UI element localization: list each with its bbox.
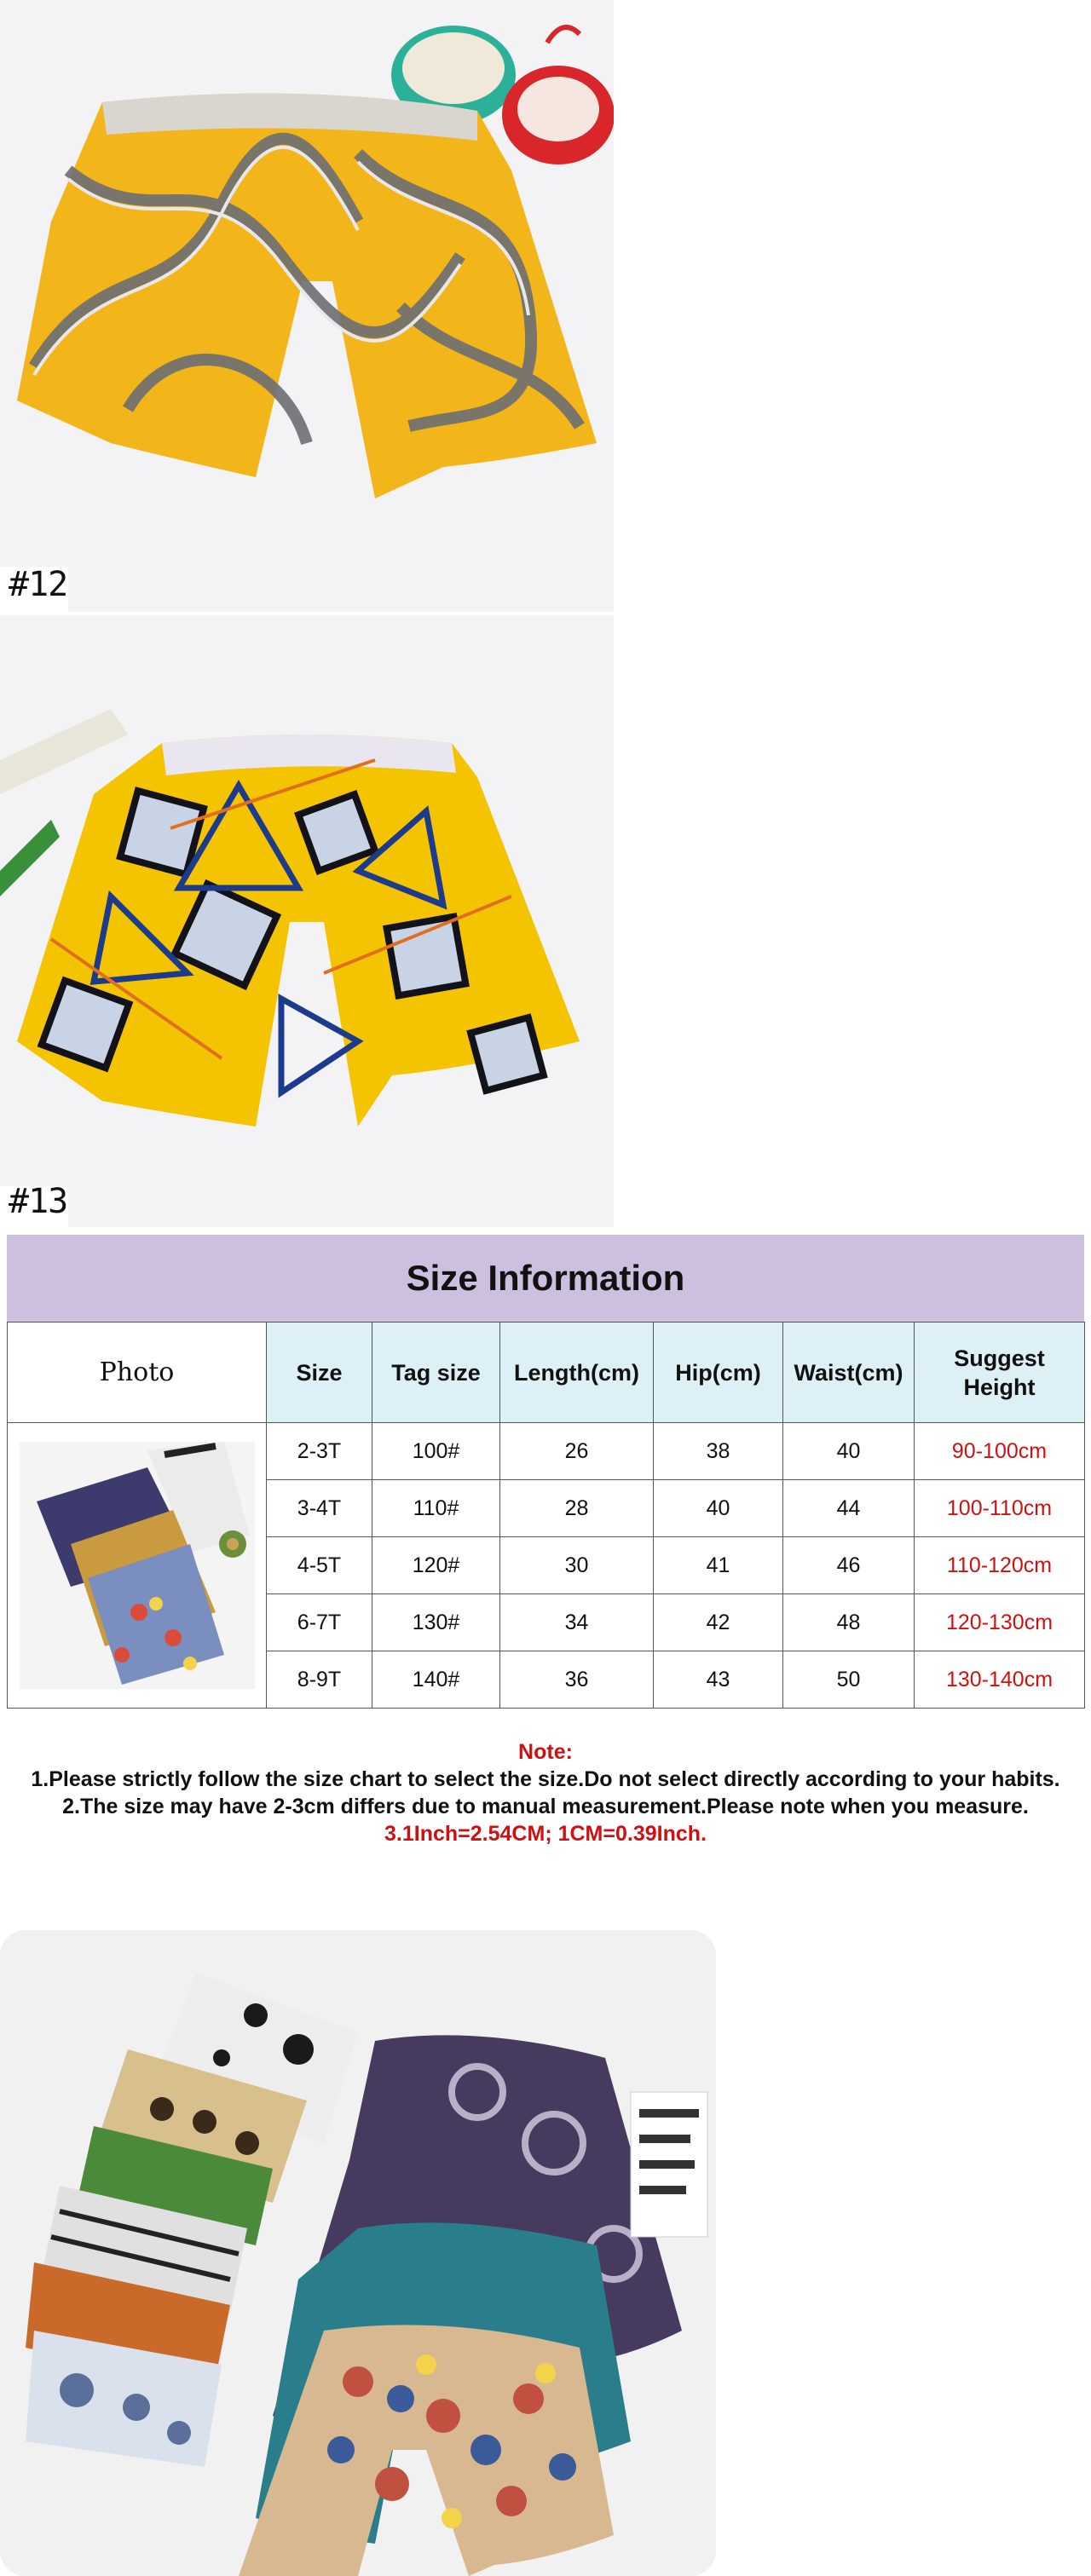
size-table	[7, 1322, 1085, 1709]
header-suggest-height: Suggest Height	[915, 1323, 1085, 1423]
cell-length: 26	[500, 1423, 654, 1480]
cell-tag: 100#	[372, 1423, 500, 1480]
cell-length: 28	[500, 1480, 654, 1537]
cell-hip: 41	[654, 1537, 783, 1594]
header-waist: Waist(cm)	[783, 1323, 915, 1423]
header-hip: Hip(cm)	[654, 1323, 783, 1423]
cell-height: 90-100cm	[915, 1423, 1085, 1480]
header-photo: Photo	[8, 1323, 267, 1423]
note-line-1: 1.Please strictly follow the size chart to select the size.Do not select directly according to your habits.	[31, 1767, 1060, 1791]
cell-height: 120-130cm	[915, 1594, 1085, 1651]
shorts-12-illustration	[0, 0, 614, 612]
cell-height: 110-120cm	[915, 1537, 1085, 1594]
cell-waist: 40	[783, 1423, 915, 1480]
cell-waist: 48	[783, 1594, 915, 1651]
cell-waist: 44	[783, 1480, 915, 1537]
cell-hip: 38	[654, 1423, 783, 1480]
note-line-2: 2.The size may have 2-3cm differs due to manual measurement.Please note when you measure.	[62, 1795, 1029, 1818]
cell-length: 36	[500, 1651, 654, 1709]
shorts-bundle-illustration	[0, 1887, 716, 2576]
cell-size: 8-9T	[267, 1651, 372, 1709]
note-title: Note:	[518, 1740, 573, 1764]
table-photo-cell	[8, 1423, 267, 1709]
cell-size: 2-3T	[267, 1423, 372, 1480]
cell-size: 6-7T	[267, 1594, 372, 1651]
size-information	[7, 1235, 1084, 1709]
cell-height: 130-140cm	[915, 1651, 1085, 1709]
product-photo-bundle	[0, 1887, 716, 2576]
cell-tag: 140#	[372, 1651, 500, 1709]
product-photo-13	[0, 615, 614, 1227]
photo-tag-12: #12	[9, 565, 68, 604]
shorts-bundle-thumbnail	[20, 1442, 255, 1689]
cell-tag: 110#	[372, 1480, 500, 1537]
header-length: Length(cm)	[500, 1323, 654, 1423]
cell-tag: 120#	[372, 1537, 500, 1594]
cell-hip: 40	[654, 1480, 783, 1537]
size-title: Size Information	[7, 1235, 1084, 1322]
header-size: Size	[267, 1323, 372, 1423]
note-line-3: 3.1Inch=2.54CM; 1CM=0.39Inch.	[384, 1822, 707, 1846]
size-notes	[0, 1738, 1091, 1847]
size-table-header	[8, 1323, 1085, 1423]
photo-tag-13: #13	[9, 1182, 68, 1221]
cell-size: 4-5T	[267, 1537, 372, 1594]
cell-waist: 50	[783, 1651, 915, 1709]
cell-length: 30	[500, 1537, 654, 1594]
cell-length: 34	[500, 1594, 654, 1651]
cell-waist: 46	[783, 1537, 915, 1594]
cell-hip: 43	[654, 1651, 783, 1709]
header-tag-size: Tag size	[372, 1323, 500, 1423]
table-row	[8, 1423, 1085, 1480]
shorts-13-illustration	[0, 615, 614, 1227]
cell-hip: 42	[654, 1594, 783, 1651]
cell-size: 3-4T	[267, 1480, 372, 1537]
product-photo-12	[0, 0, 614, 612]
cell-height: 100-110cm	[915, 1480, 1085, 1537]
cell-tag: 130#	[372, 1594, 500, 1651]
